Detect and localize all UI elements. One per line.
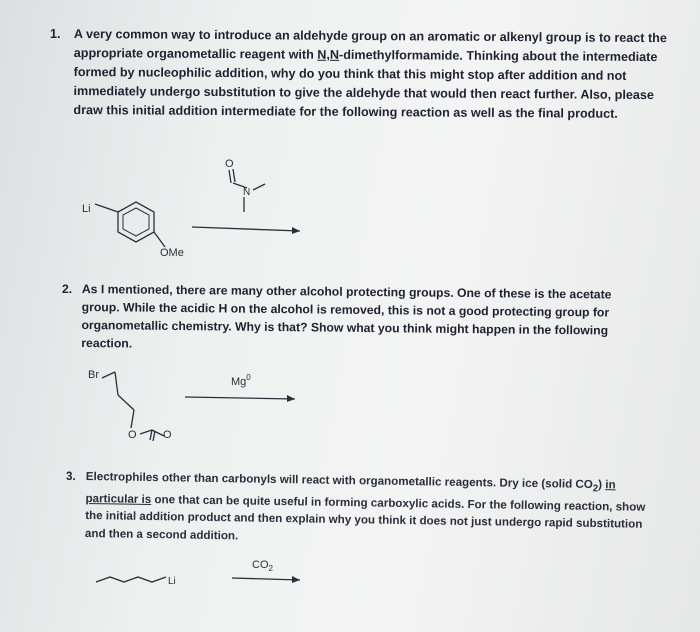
- scheme-3-reagent-sub: 2: [268, 564, 273, 573]
- question-1-text-b: -dimethylformamide. Thinking about the intermediate formed by nucleophilic addition, why do you think that this might stop after addition and not immediately undergo substitution to give the aldehyde that would then react further. Also, please draw this initial addition intermediate for the following reaction as well as the final product.: [73, 47, 658, 121]
- question-2-number: 2.: [62, 282, 73, 296]
- question-3-underlined: in particular is: [85, 478, 616, 506]
- alkyl-chain: [96, 577, 166, 582]
- scheme-1-ome-label: OMe: [160, 247, 184, 259]
- question-3-text-a: Electrophiles other than carbonyls will react with organometallic reagents. Dry ice (solid CO: [85, 469, 593, 491]
- scheme-2-o2-label: O: [163, 429, 172, 441]
- scheme-1-o-label: O: [225, 158, 234, 170]
- question-1-number: 1.: [50, 27, 61, 41]
- question-1-underlined: N,N: [317, 47, 340, 62]
- question-3-text-b: ): [598, 478, 606, 492]
- question-1-text-a: A very common way to introduce an aldehyde group on an aromatic or alkenyl group is to react the appropriate organometallic reagent with: [73, 26, 667, 62]
- question-2-text: As I mentioned, there are many other alcohol protecting groups. One of these is the acetate group. While the acidic H on the alcohol is removed, this is not a good protecting group for organometallic chemistry. Why is that? Show what you think might happen in the following reaction.: [81, 281, 612, 351]
- scheme-2-br-label: Br: [88, 369, 99, 381]
- question-3-sub: 2: [592, 483, 599, 495]
- question-3-text-c: one that can be quite useful in forming carboxylic acids. For the following reaction, show the initial addition product and then explain why you think it does not just undergo rapid substitution and then a second addition.: [84, 492, 646, 543]
- scheme-3-reagent-co: CO: [252, 559, 269, 571]
- scheme-3-reagent: [252, 559, 274, 573]
- scheme-2-o1-label: O: [128, 429, 137, 441]
- scheme-2-reagent-sup: 0: [246, 373, 251, 382]
- question-3-number: 3.: [66, 470, 76, 483]
- scheme-3-li-label: Li: [168, 576, 176, 587]
- scheme-1-n-label: N: [243, 187, 251, 198]
- scheme-1-li-label: Li: [82, 203, 91, 215]
- scheme-2-reagent-mg: Mg: [231, 376, 247, 388]
